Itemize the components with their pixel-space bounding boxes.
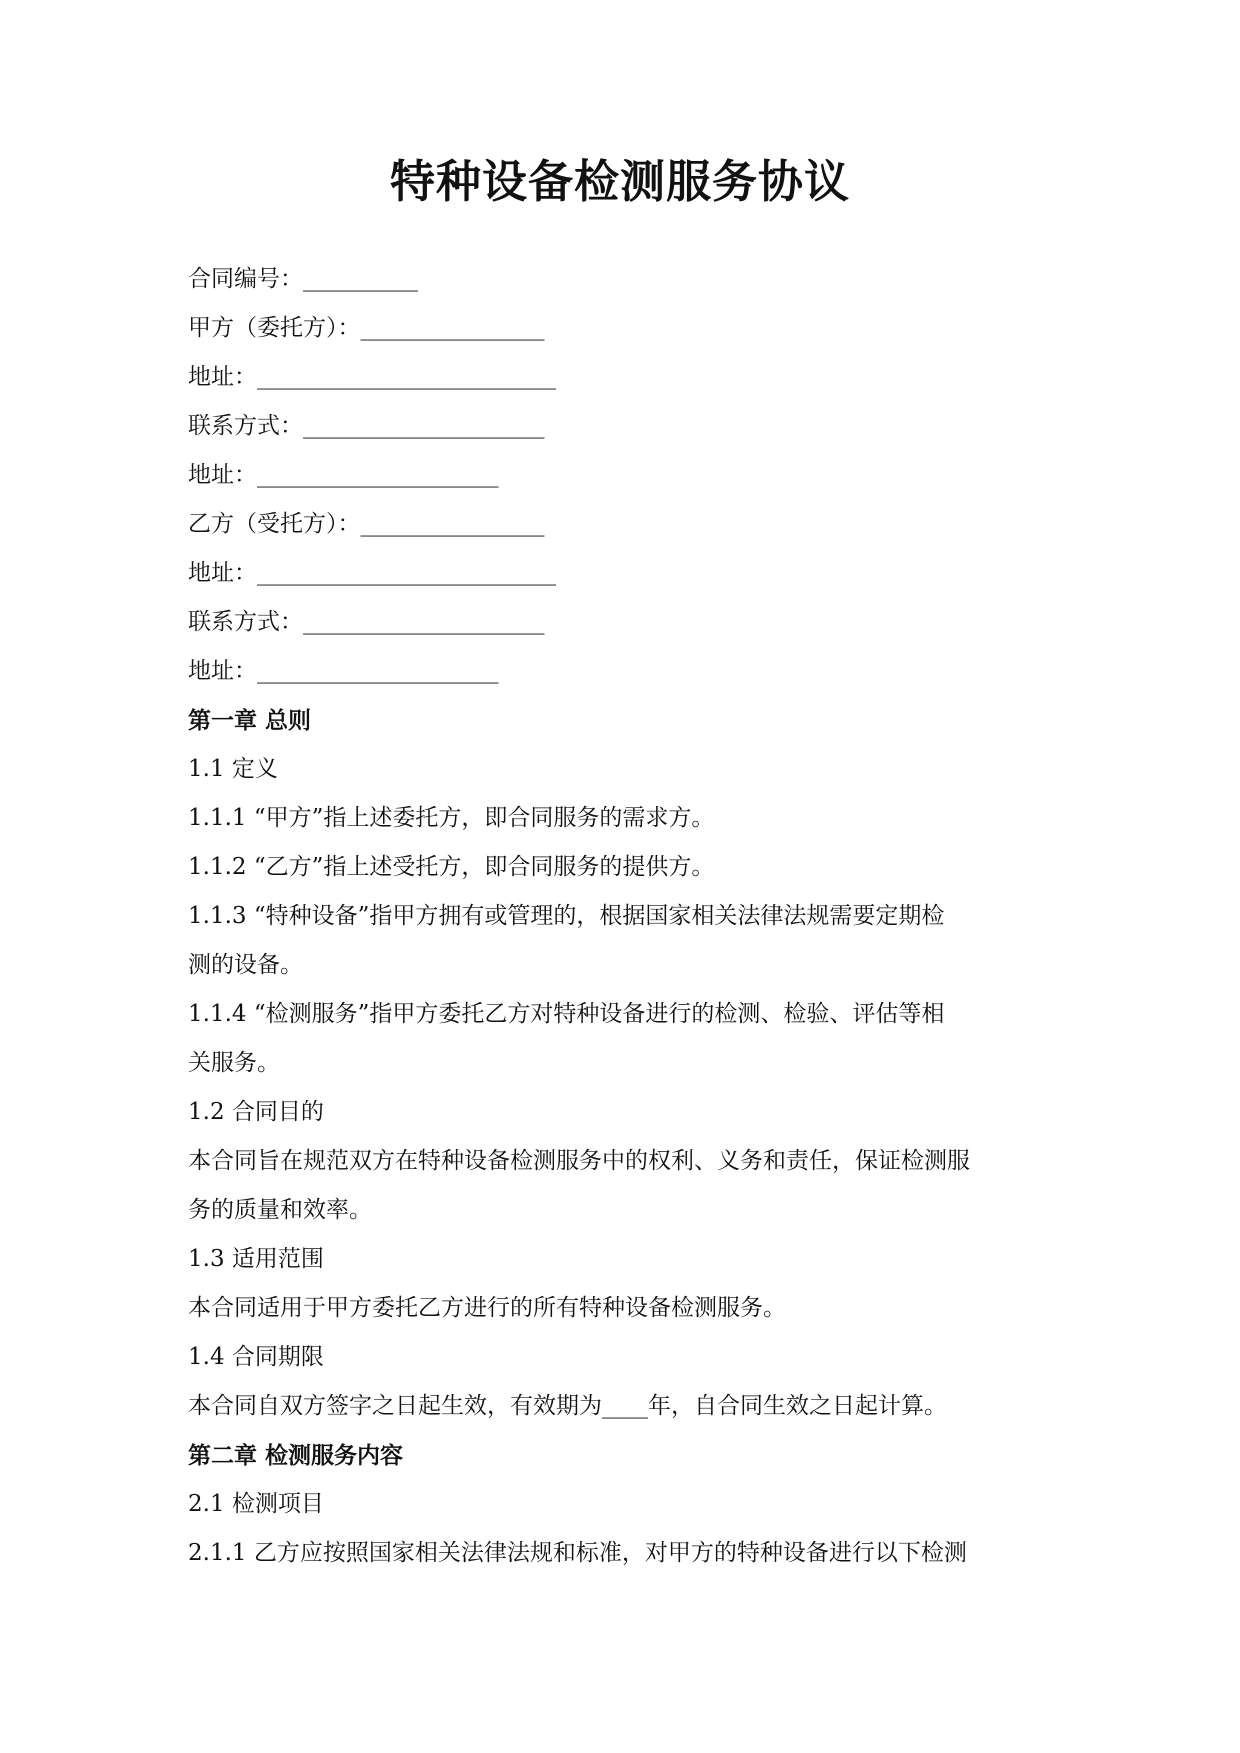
field-label: 地址： [188,560,257,586]
paragraph-text: 本合同旨在规范双方在特种设备检测服务中的权利、义务和责任，保证检测服 [188,1148,970,1174]
clause-text: 1.1.1 “甲方”指上述委托方，即合同服务的需求方。 [188,805,715,831]
paragraph-text: 本合同适用于甲方委托乙方进行的所有特种设备检测服务。 [188,1295,786,1321]
party-b-contact-field [188,598,1058,647]
field-label: 合同编号： [188,266,303,292]
clause-text: 1.1.2 “乙方”指上述受托方，即合同服务的提供方。 [188,854,715,880]
section-heading: 1.1 定义 [188,756,278,782]
party-a-address-field-2 [188,451,1058,500]
document-title: 特种设备检测服务协议 [389,155,850,208]
field-blank: _____________________ [303,609,545,635]
clause-text: 关服务。 [188,1050,280,1076]
field-label: 甲方（委托方）： [188,315,361,341]
field-label: 乙方（受托方）： [188,511,361,537]
document-body [188,255,1058,1578]
chapter-heading: 第一章 总则 [188,707,312,734]
field-blank: ________________ [360,315,545,341]
section-heading: 2.1 检测项目 [188,1491,324,1517]
contract-number-field [188,255,1058,304]
field-label: 地址： [188,364,257,390]
party-b-address-field-2 [188,647,1058,696]
party-a-field [188,304,1058,353]
field-blank: __________________________ [257,560,556,586]
clause-text: 2.1.1 乙方应按照国家相关法律法规和标准，对甲方的特种设备进行以下检测 [188,1540,967,1566]
section-heading: 1.4 合同期限 [188,1344,324,1370]
chapter-heading: 第二章 检测服务内容 [188,1442,404,1469]
clause-text: 测的设备。 [188,952,303,978]
field-blank: _____________________ [257,658,499,684]
party-b-field [188,500,1058,549]
field-blank: __________ [303,266,418,292]
party-a-address-field [188,353,1058,402]
field-blank: _____________________ [303,413,545,439]
party-a-contact-field [188,402,1058,451]
field-label: 联系方式： [188,413,303,439]
paragraph-text: 本合同自双方签字之日起生效，有效期为____年，自合同生效之日起计算。 [188,1393,947,1419]
field-label: 地址： [188,462,257,488]
clause-text: 1.1.3 “特种设备”指甲方拥有或管理的，根据国家相关法律法规需要定期检 [188,903,945,929]
section-heading: 1.3 适用范围 [188,1246,324,1272]
party-b-address-field [188,549,1058,598]
field-label: 联系方式： [188,609,303,635]
section-heading: 1.2 合同目的 [188,1099,324,1125]
field-label: 地址： [188,658,257,684]
field-blank: __________________________ [257,364,556,390]
field-blank: ________________ [360,511,545,537]
paragraph-text: 务的质量和效率。 [188,1197,372,1223]
field-blank: _____________________ [257,462,499,488]
clause-text: 1.1.4 “检测服务”指甲方委托乙方对特种设备进行的检测、检验、评估等相 [188,1001,945,1027]
